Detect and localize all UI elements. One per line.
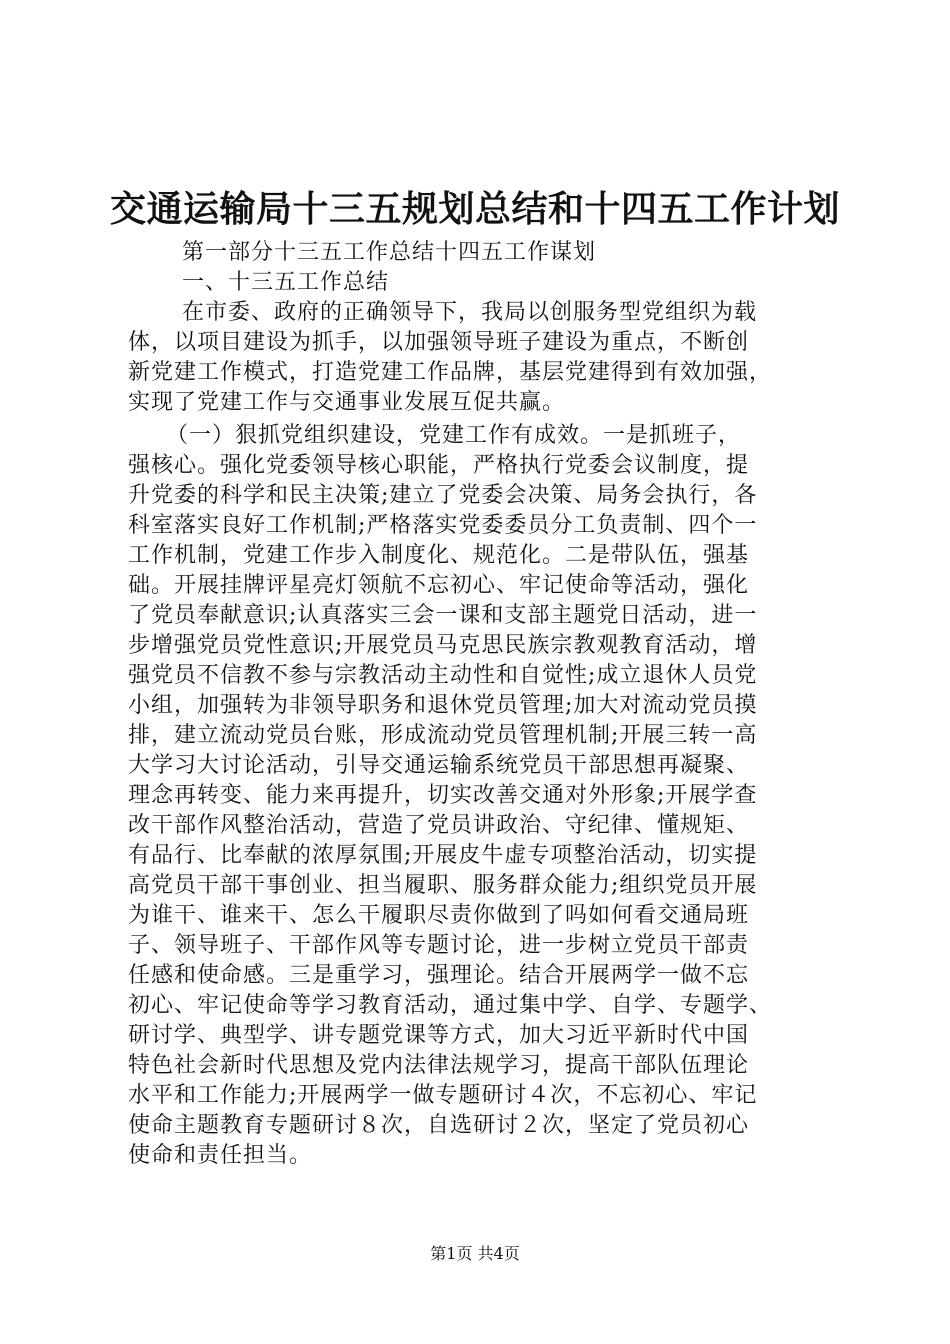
body-line: 高党员干部干事创业、担当履职、服务群众能力;组织党员开展 (128, 873, 758, 898)
body-line: 在市委、政府的正确领导下，我局以创服务型党组织为载 (182, 300, 758, 325)
body-line: 特色社会新时代思想及党内法律法规学习，提高干部队伍理论 (128, 1053, 750, 1078)
body-line: 新党建工作模式，打造党建工作品牌，基层党建得到有效加强， (128, 360, 773, 385)
body-line: 小组，加强转为非领导职务和退休党员管理;加大对流动党员摸 (128, 693, 758, 718)
body-line: 子、领导班子、干部作风等专题讨论，进一步树立党员干部责 (128, 933, 750, 958)
body-line: 研讨学、典型学、讲专题党课等方式，加大习近平新时代中国 (128, 1023, 750, 1048)
body-line: 实现了党建工作与交通事业发展互促共赢。 (128, 390, 566, 415)
body-line: 任感和使命感。三是重学习，强理论。结合开展两学一做不忘 (128, 963, 750, 988)
body-line: 强党员不信教不参与宗教活动主动性和自觉性;成立退休人员党 (128, 663, 758, 688)
section-heading: 第一部分十三五工作总结十四五工作谋划 (182, 240, 597, 265)
body-line: 科室落实良好工作机制;严格落实党委委员分工负责制、四个一 (128, 513, 758, 538)
body-line: 排，建立流动党员台账，形成流动党员管理机制;开展三转一高 (128, 723, 758, 748)
body-line: 水平和工作能力;开展两学一做专题研讨４次，不忘初心、牢记 (128, 1083, 758, 1108)
body-line: 础。开展挂牌评星亮灯领航不忘初心、牢记使命等活动，强化 (128, 573, 750, 598)
body-line: 步增强党员党性意识;开展党员马克思民族宗教观教育活动，增 (128, 633, 758, 658)
body-line: 工作机制，党建工作步入制度化、规范化。二是带队伍，强基 (128, 543, 750, 568)
body-line: 为谁干、谁来干、怎么干履职尽责你做到了吗如何看交通局班 (128, 903, 750, 928)
subsection-heading: 一、十三五工作总结 (182, 270, 390, 295)
body-line: 升党委的科学和民主决策;建立了党委会决策、局务会执行，各 (128, 483, 758, 508)
page-number: 第1页 共4页 (430, 1244, 520, 1263)
body-line: 强核心。强化党委领导核心职能，严格执行党委会议制度，提 (128, 453, 750, 478)
document-title: 交通运输局十三五规划总结和十四五工作计划 (109, 189, 840, 230)
body-line: 改干部作风整治活动，营造了党员讲政治、守纪律、懂规矩、 (128, 813, 750, 838)
body-line: 了党员奉献意识;认真落实三会一课和支部主题党日活动，进一 (128, 603, 758, 628)
body-line: 使命和责任担当。 (128, 1143, 313, 1168)
body-line: 理念再转变、能力来再提升，切实改善交通对外形象;开展学查 (128, 783, 758, 808)
body-line: 使命主题教育专题研讨８次，自选研讨２次，坚定了党员初心 (128, 1113, 750, 1138)
body-line: 初心、牢记使命等学习教育活动，通过集中学、自学、专题学、 (128, 993, 773, 1018)
body-line: （一）狠抓党组织建设，党建工作有成效。一是抓班子， (166, 423, 742, 448)
body-line: 体，以项目建设为抓手，以加强领导班子建设为重点，不断创 (128, 330, 750, 355)
body-line: 有品行、比奉献的浓厚氛围;开展皮牛虚专项整治活动，切实提 (128, 843, 758, 868)
body-line: 大学习大讨论活动，引导交通运输系统党员干部思想再凝聚、 (128, 753, 750, 778)
